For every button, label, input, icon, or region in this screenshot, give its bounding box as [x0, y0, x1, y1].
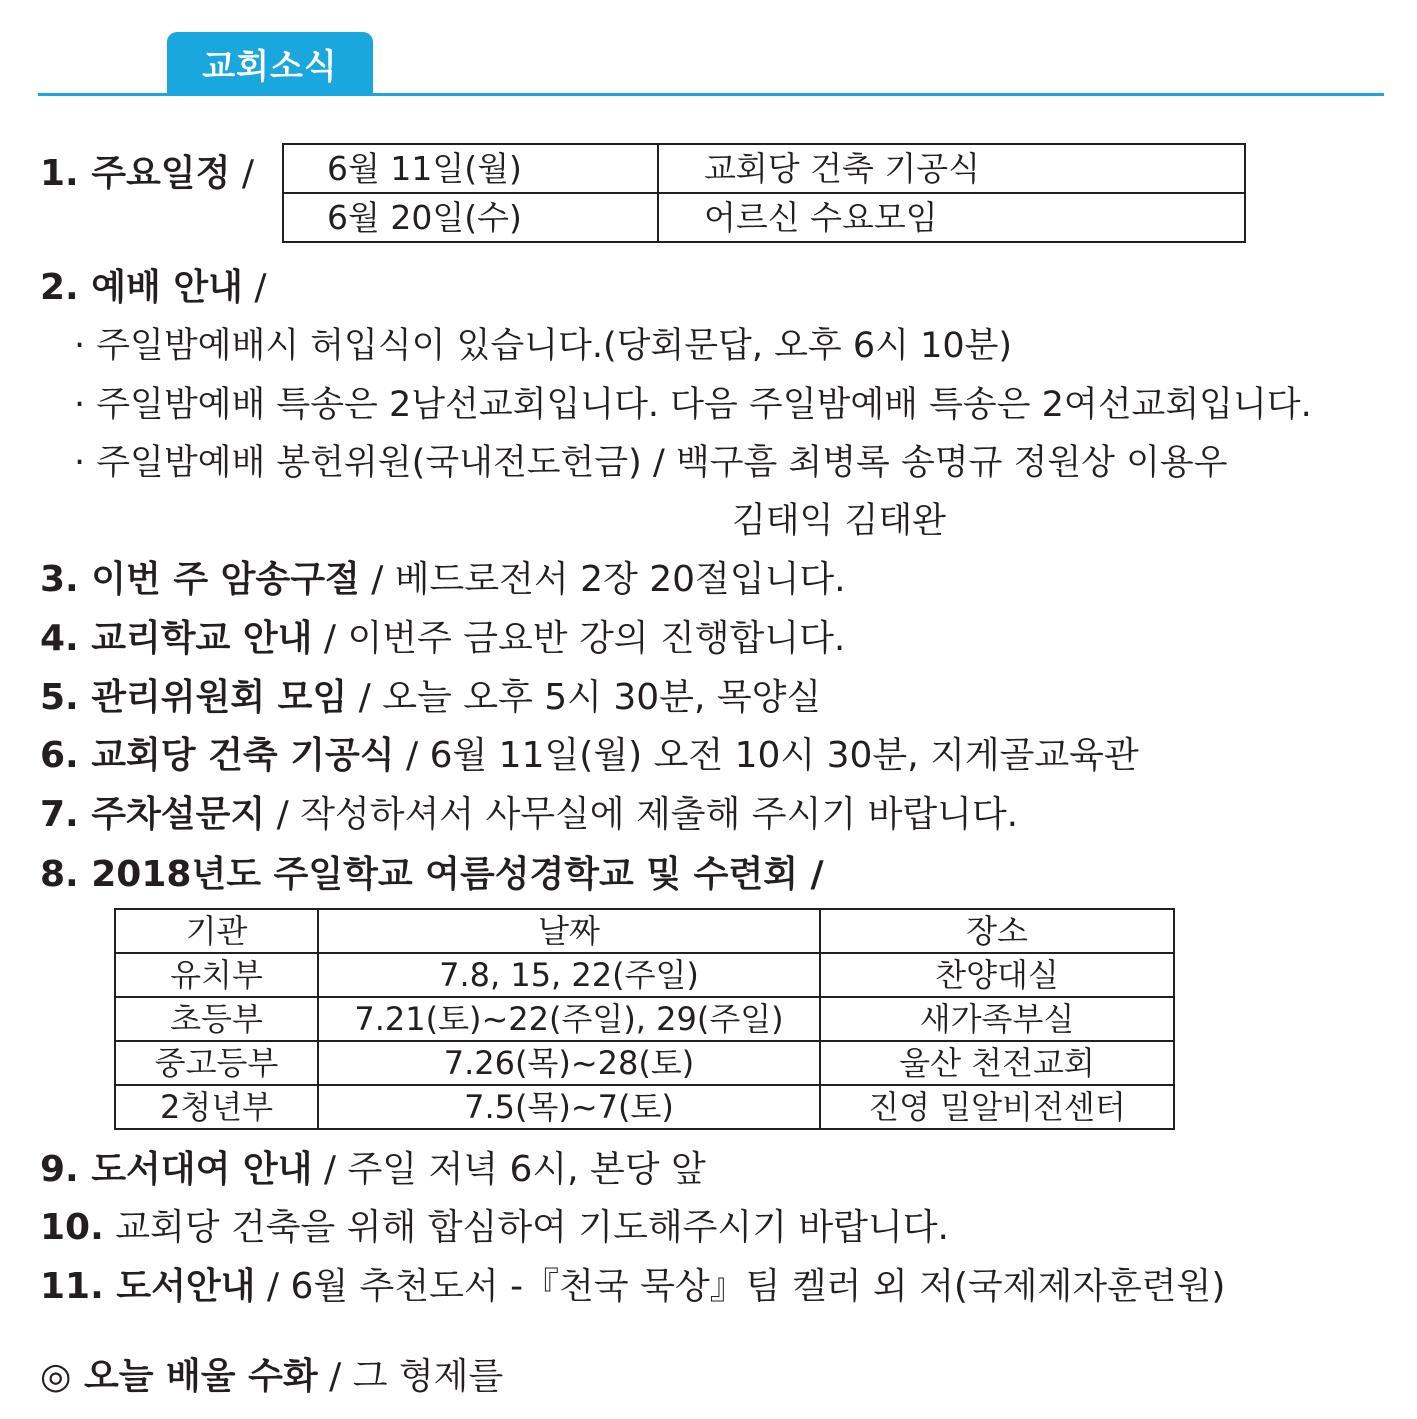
table-header-row [115, 909, 1174, 953]
item-11 [40, 1265, 1225, 1309]
item-title: ◎ 오늘 배울 수화 [40, 1356, 318, 1397]
item-text: / 베드로전서 2장 20절입니다. [359, 559, 846, 600]
table-cell: 7.5(목)~7(토) [318, 1085, 820, 1129]
schedule-date: 6월 11일(월) [283, 144, 658, 193]
item-separator: / [242, 267, 267, 308]
schedule-date: 6월 20일(수) [283, 193, 658, 242]
item-title: 2. 예배 안내 [40, 267, 243, 308]
sign-language-line [40, 1355, 503, 1399]
item-6 [40, 734, 1139, 778]
item-title: 3. 이번 주 암송구절 [40, 559, 360, 600]
column-header: 장소 [820, 909, 1174, 953]
worship-note: · 주일밤예배시 허입식이 있습니다.(당회문답, 오후 6시 10분) [74, 326, 1013, 366]
item-separator: / [230, 153, 254, 194]
item-title: 8. 2018년도 주일학교 여름성경학교 및 수련회 / [40, 854, 824, 895]
table-cell: 2청년부 [115, 1085, 318, 1129]
item-text: / 그 형제를 [317, 1356, 504, 1397]
schedule-event: 교회당 건축 기공식 [658, 144, 1245, 193]
table-row [283, 144, 1245, 193]
table-cell: 유치부 [115, 953, 318, 997]
camp-table [114, 908, 1175, 1130]
schedule-table [282, 143, 1246, 243]
item-text: / 이번주 금요반 강의 진행합니다. [312, 618, 846, 659]
table-row [283, 193, 1245, 242]
item-8 [40, 853, 824, 897]
table-cell: 울산 천전교회 [820, 1041, 1174, 1085]
item-7 [40, 793, 1018, 837]
table-cell: 진영 밀알비전센터 [820, 1085, 1174, 1129]
table-row [115, 1085, 1174, 1129]
worship-note-continued: 김태익 김태완 [732, 501, 946, 541]
table-cell: 찬양대실 [820, 953, 1174, 997]
header-rule [38, 93, 1384, 96]
table-cell: 새가족부실 [820, 997, 1174, 1041]
worship-note: · 주일밤예배 봉헌위원(국내전도헌금) / 백구흠 최병록 송명규 정원상 이용우 [74, 443, 1228, 483]
table-cell: 7.21(토)~22(주일), 29(주일) [318, 997, 820, 1041]
table-cell: 중고등부 [115, 1041, 318, 1085]
item-text: 교회당 건축을 위해 합심하여 기도해주시기 바랍니다. [103, 1207, 949, 1248]
item-title: 4. 교리학교 안내 [40, 618, 313, 659]
item-text: / 주일 저녁 6시, 본당 앞 [312, 1149, 706, 1190]
item-text: / 작성하셔서 사무실에 제출해 주시기 바랍니다. [265, 794, 1019, 835]
table-cell: 초등부 [115, 997, 318, 1041]
table-row [115, 997, 1174, 1041]
section-tab: 교회소식 [167, 32, 373, 94]
column-header: 기관 [115, 909, 318, 953]
item-text: / 6월 11일(월) 오전 10시 30분, 지게골교육관 [394, 735, 1139, 776]
worship-note: · 주일밤예배 특송은 2남선교회입니다. 다음 주일밤예배 특송은 2여선교회입니다. [74, 385, 1312, 425]
table-row [115, 953, 1174, 997]
table-cell: 7.8, 15, 22(주일) [318, 953, 820, 997]
item-text: / 오늘 오후 5시 30분, 목양실 [347, 677, 822, 718]
item-title: 10. [40, 1207, 104, 1248]
item-4 [40, 617, 845, 661]
item-3 [40, 558, 846, 602]
schedule-event: 어르신 수요모임 [658, 193, 1245, 242]
item-title: 1. 주요일정 [40, 153, 231, 194]
table-row [115, 1041, 1174, 1085]
item-title: 5. 관리위원회 모임 [40, 677, 348, 718]
item-text: / 6월 추천도서 -『천국 묵상』팀 켈러 외 저(국제제자훈련원) [255, 1266, 1226, 1307]
item-2 [40, 266, 266, 310]
item-title: 9. 도서대여 안내 [40, 1149, 313, 1190]
item-title: 11. 도서안내 [40, 1266, 256, 1307]
item-10 [40, 1206, 949, 1250]
item-1 [40, 152, 254, 196]
table-cell: 7.26(목)~28(토) [318, 1041, 820, 1085]
item-title: 7. 주차설문지 [40, 794, 266, 835]
item-9 [40, 1148, 706, 1192]
item-title: 6. 교회당 건축 기공식 [40, 735, 395, 776]
item-5 [40, 676, 821, 720]
column-header: 날짜 [318, 909, 820, 953]
